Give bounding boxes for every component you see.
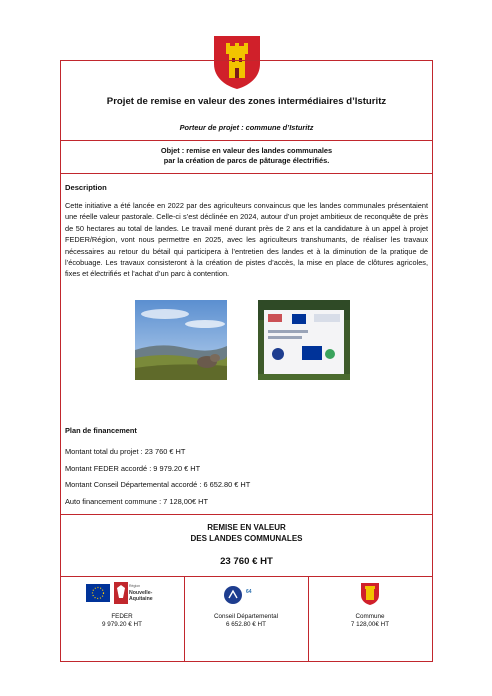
- funder-label: [308, 613, 432, 629]
- project-sign-photo: [258, 300, 350, 380]
- eu-flag-icon: [86, 584, 110, 602]
- page-title: Projet de remise en valeur des zones intermédiaires d’Isturitz: [106, 96, 387, 107]
- funder-departement: [184, 580, 308, 662]
- financing-heading: Plan de financement: [65, 426, 137, 435]
- funder-amount: 6 652.80 € HT: [226, 621, 266, 628]
- funder-name: Commune: [355, 613, 385, 620]
- divider: [60, 576, 433, 577]
- summary-line: DES LANDES COMMUNALES: [190, 534, 303, 543]
- divider: [60, 173, 433, 174]
- project-object: [60, 146, 433, 166]
- landscape-photo: [135, 300, 227, 380]
- summary-title: [60, 522, 433, 544]
- departement-logo-text: 64: [246, 589, 252, 595]
- divider: [60, 514, 433, 515]
- funder-name: Conseil Départemental: [213, 613, 279, 620]
- commune-crest-icon: [360, 582, 380, 606]
- financing-line: Montant FEDER accordé : 9 979.20 € HT: [65, 464, 201, 473]
- funder-commune: [308, 580, 432, 662]
- funder-feder: [60, 580, 184, 662]
- description-heading: Description: [65, 183, 107, 192]
- financing-line: Montant total du projet : 23 760 € HT: [65, 447, 186, 456]
- divider: [60, 140, 433, 141]
- description-text: Cette initiative a été lancée en 2022 par des agriculteurs convaincus que les landes communales présentaient une réelle valeur pastorale. Celle-ci s’est déclinée en 2024, autour d’un projet ambitieux de reconquête de près de 50 hectares au total de landes. Le travail mené durant près de 2 ans et la candidature à un appel à projet FEDER/Région, vont nous permettre en 2025, avec les agriculteurs transhumants, de réaliser les travaux nécessaires au retour du bétail qui participera à l’entretien des landes et à la diminution de la pratique de l’écobuage. Les travaux consisteront à la création de pistes d’accès, la mise en place de clôtures agricoles, fixes et électrifiés et l’achat d’un parc à contention.: [65, 201, 428, 279]
- summary-amount: 23 760 € HT: [220, 556, 273, 567]
- financing-line: Montant Conseil Départemental accordé : 6 652.80 € HT: [65, 480, 251, 489]
- funder-amount: 7 128,00€ HT: [350, 621, 390, 628]
- funder-label: [60, 613, 184, 629]
- object-line: par la création de parcs de pâturage électrifiés.: [163, 156, 330, 165]
- project-owner: Porteur de projet : commune d’Isturitz: [179, 123, 314, 132]
- funder-name: FEDER: [111, 613, 133, 620]
- object-line: Objet : remise en valeur des landes communales: [160, 146, 333, 155]
- funder-amount: 9 979.20 € HT: [102, 621, 142, 628]
- region-logo-text: Nouvelle-Aquitaine: [129, 590, 153, 602]
- summary-line: REMISE EN VALEUR: [207, 523, 286, 532]
- region-logo-icon: [114, 582, 128, 604]
- financing-line: Auto financement commune : 7 128,00€ HT: [65, 497, 208, 506]
- region-logo-small: Région: [129, 584, 141, 588]
- funder-label: [184, 613, 308, 629]
- departement-logo-icon: [224, 586, 242, 604]
